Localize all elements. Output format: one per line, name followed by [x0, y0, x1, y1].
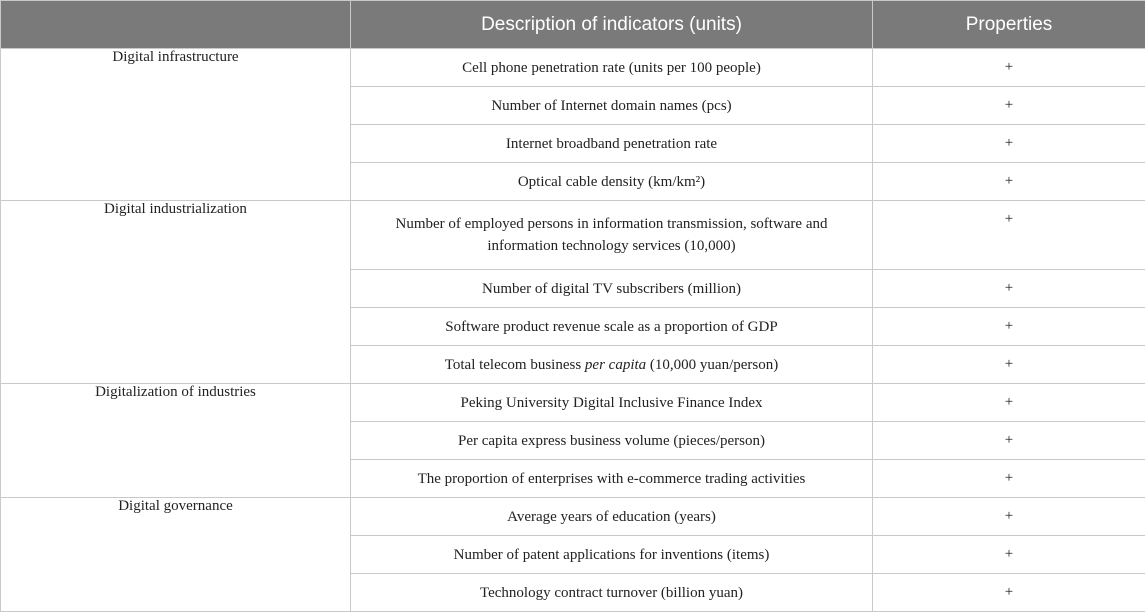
description-text: Total telecom business: [445, 357, 585, 373]
header-properties: Properties: [873, 1, 1145, 49]
indicator-property: +: [873, 536, 1145, 574]
indicator-description: [351, 346, 873, 384]
indicator-description: Optical cable density (km/km²): [351, 163, 873, 201]
table-row: [1, 384, 1145, 422]
indicator-description: The proportion of enterprises with e-commerce trading activities: [351, 460, 873, 498]
dimension-cell: Digitalization of industries: [1, 384, 351, 498]
table-row: [1, 49, 1145, 87]
indicator-property: +: [873, 498, 1145, 536]
indicator-description: Number of Internet domain names (pcs): [351, 87, 873, 125]
indicator-description: Per capita express business volume (pieces/person): [351, 422, 873, 460]
header-row: [1, 1, 1145, 49]
dimension-cell: Digital infrastructure: [1, 49, 351, 201]
indicator-description: Average years of education (years): [351, 498, 873, 536]
indicator-property: +: [873, 308, 1145, 346]
description-text: (10,000 yuan/person): [646, 357, 778, 373]
table-row: [1, 201, 1145, 270]
indicator-description: Technology contract turnover (billion yuan): [351, 574, 873, 612]
indicator-property: +: [873, 384, 1145, 422]
indicator-description: Number of patent applications for inventions (items): [351, 536, 873, 574]
indicator-description: Number of employed persons in information transmission, software and information technology services (10,000): [351, 201, 873, 270]
indicator-property: +: [873, 87, 1145, 125]
indicator-description: Cell phone penetration rate (units per 100 people): [351, 49, 873, 87]
description-italic: per capita: [585, 357, 646, 373]
indicator-description: Software product revenue scale as a proportion of GDP: [351, 308, 873, 346]
dimension-cell: Digital industrialization: [1, 201, 351, 384]
indicator-property: +: [873, 125, 1145, 163]
indicator-property: +: [873, 574, 1145, 612]
indicator-property: +: [873, 201, 1145, 270]
indicator-property: +: [873, 49, 1145, 87]
indicator-property: +: [873, 460, 1145, 498]
indicator-property: +: [873, 270, 1145, 308]
indicator-description: Internet broadband penetration rate: [351, 125, 873, 163]
header-dimension: [1, 1, 351, 49]
indicator-description: Number of digital TV subscribers (million): [351, 270, 873, 308]
indicator-property: +: [873, 163, 1145, 201]
indicator-property: +: [873, 422, 1145, 460]
header-description: Description of indicators (units): [351, 1, 873, 49]
table-row: [1, 498, 1145, 536]
indicator-property: +: [873, 346, 1145, 384]
indicator-description: Peking University Digital Inclusive Finance Index: [351, 384, 873, 422]
dimension-cell: Digital governance: [1, 498, 351, 612]
